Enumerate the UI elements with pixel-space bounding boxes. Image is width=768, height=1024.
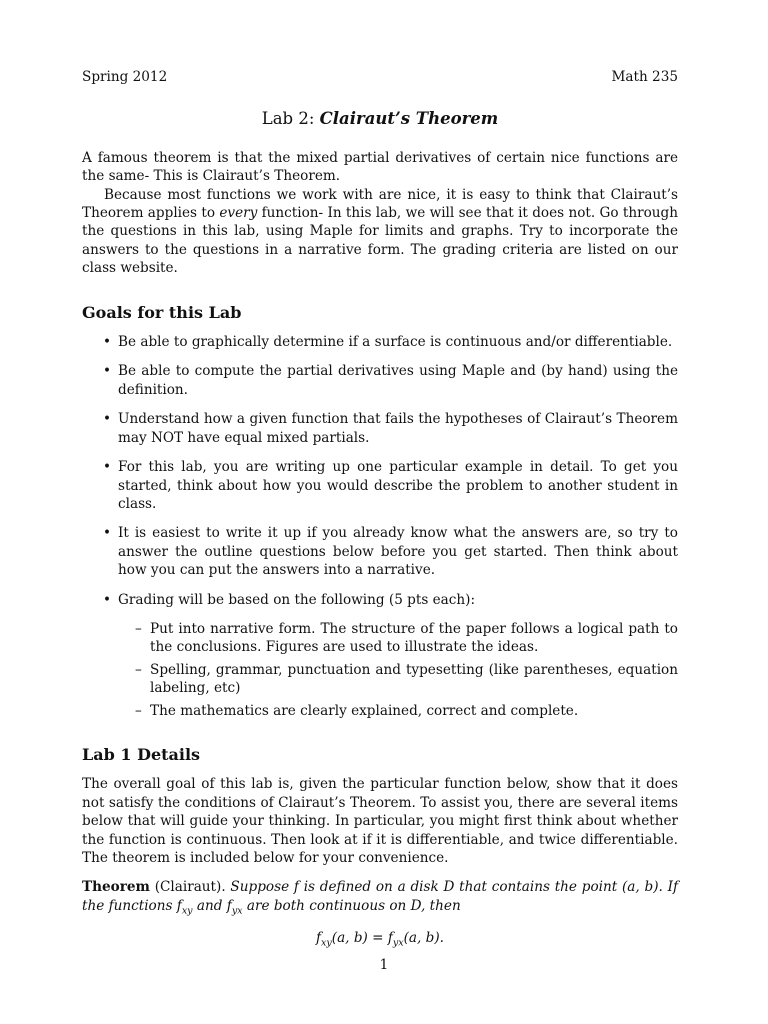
details-paragraph: The overall goal of this lab is, given the particular function below, show that it does not satisfy the conditions of Clairaut’s Theorem. To assist you, there are several items below that will guide your thinking. In particular, you might first think about whether the function is continuous. Then look at if it is differentiable, and twice differentiable. The theorem is included below for your convenience. bbox=[82, 776, 678, 866]
goal-item: • For this lab, you are writing up one particular example in detail. To get you started, think about how you would describe the problem to another student in class. bbox=[118, 458, 678, 513]
equation-text: (a, b) = f bbox=[331, 929, 393, 946]
document-title bbox=[82, 110, 678, 128]
theorem-label: Theorem bbox=[82, 879, 150, 896]
page-number: 1 bbox=[379, 957, 389, 973]
equation-text: f bbox=[315, 929, 322, 946]
intro-paragraph-1: A famous theorem is that the mixed partial derivatives of certain nice functions are the same- This is Clairaut’s Theorem. bbox=[82, 149, 678, 185]
theorem-attribution: (Clairaut). bbox=[149, 879, 226, 896]
goal-item: • Be able to compute the partial derivatives using Maple and (by hand) using the definition. bbox=[118, 362, 678, 399]
grading-criteria-list bbox=[118, 620, 678, 720]
title-name: Clairaut’s Theorem bbox=[319, 109, 499, 129]
goal-item-grading bbox=[118, 591, 678, 720]
intro-paragraph-2 bbox=[82, 186, 678, 278]
grading-criterion: – Spelling, grammar, punctuation and typesetting (like parentheses, equation labeling, etc) bbox=[150, 661, 678, 698]
goals-list bbox=[82, 333, 678, 720]
grading-criterion: – The mathematics are clearly explained, correct and complete. bbox=[150, 702, 678, 720]
theorem-subscript: xy bbox=[181, 905, 193, 917]
equation-subscript: yx bbox=[392, 937, 404, 949]
theorem-equation bbox=[82, 929, 678, 953]
intro-p2-after: function- In this lab, we will see that it does not. Go through the questions in this lab, using Maple for limits and graphs. Try to incorporate the answers to the questions in a narrative form. The grading criteria are listed on our class website. bbox=[82, 205, 678, 277]
goal-item: • Be able to graphically determine if a surface is continuous and/or differentiable. bbox=[118, 333, 678, 351]
intro-p2-emphasis: every bbox=[219, 205, 258, 222]
equation-text: (a, b). bbox=[403, 929, 445, 946]
theorem-text: are both continuous on D, then bbox=[242, 897, 461, 914]
grading-criterion: – Put into narrative form. The structure of the paper follows a logical path to the conclusions. Figures are used to illustrate the ideas. bbox=[150, 620, 678, 657]
theorem-block bbox=[82, 878, 678, 921]
intro-p2-before: Because most functions we work with are nice, it is easy to think that Clairaut’s Theorem applies to bbox=[82, 186, 678, 222]
grading-intro: Grading will be based on the following (5 pts each): bbox=[118, 591, 476, 608]
title-prefix: Lab 2: bbox=[261, 109, 320, 129]
header-course: Math 235 bbox=[611, 69, 678, 85]
goals-heading: Goals for this Lab bbox=[82, 302, 242, 322]
goal-item: • It is easiest to write it up if you already know what the answers are, so try to answer the outline questions below before you get started. Then think about how you can put the answers into a narrative. bbox=[118, 524, 678, 579]
page-header bbox=[82, 68, 678, 86]
equation-subscript: xy bbox=[321, 937, 332, 949]
header-semester: Spring 2012 bbox=[82, 69, 168, 85]
goal-item: • Understand how a given function that fails the hypotheses of Clairaut’s Theorem may NOT have equal mixed partials. bbox=[118, 410, 678, 447]
details-heading: Lab 1 Details bbox=[82, 744, 201, 764]
theorem-text: and f bbox=[192, 897, 232, 914]
theorem-text: Suppose f is defined on a disk D that contains the point (a, b). If the functions f bbox=[82, 879, 678, 914]
theorem-subscript: yx bbox=[231, 905, 243, 917]
